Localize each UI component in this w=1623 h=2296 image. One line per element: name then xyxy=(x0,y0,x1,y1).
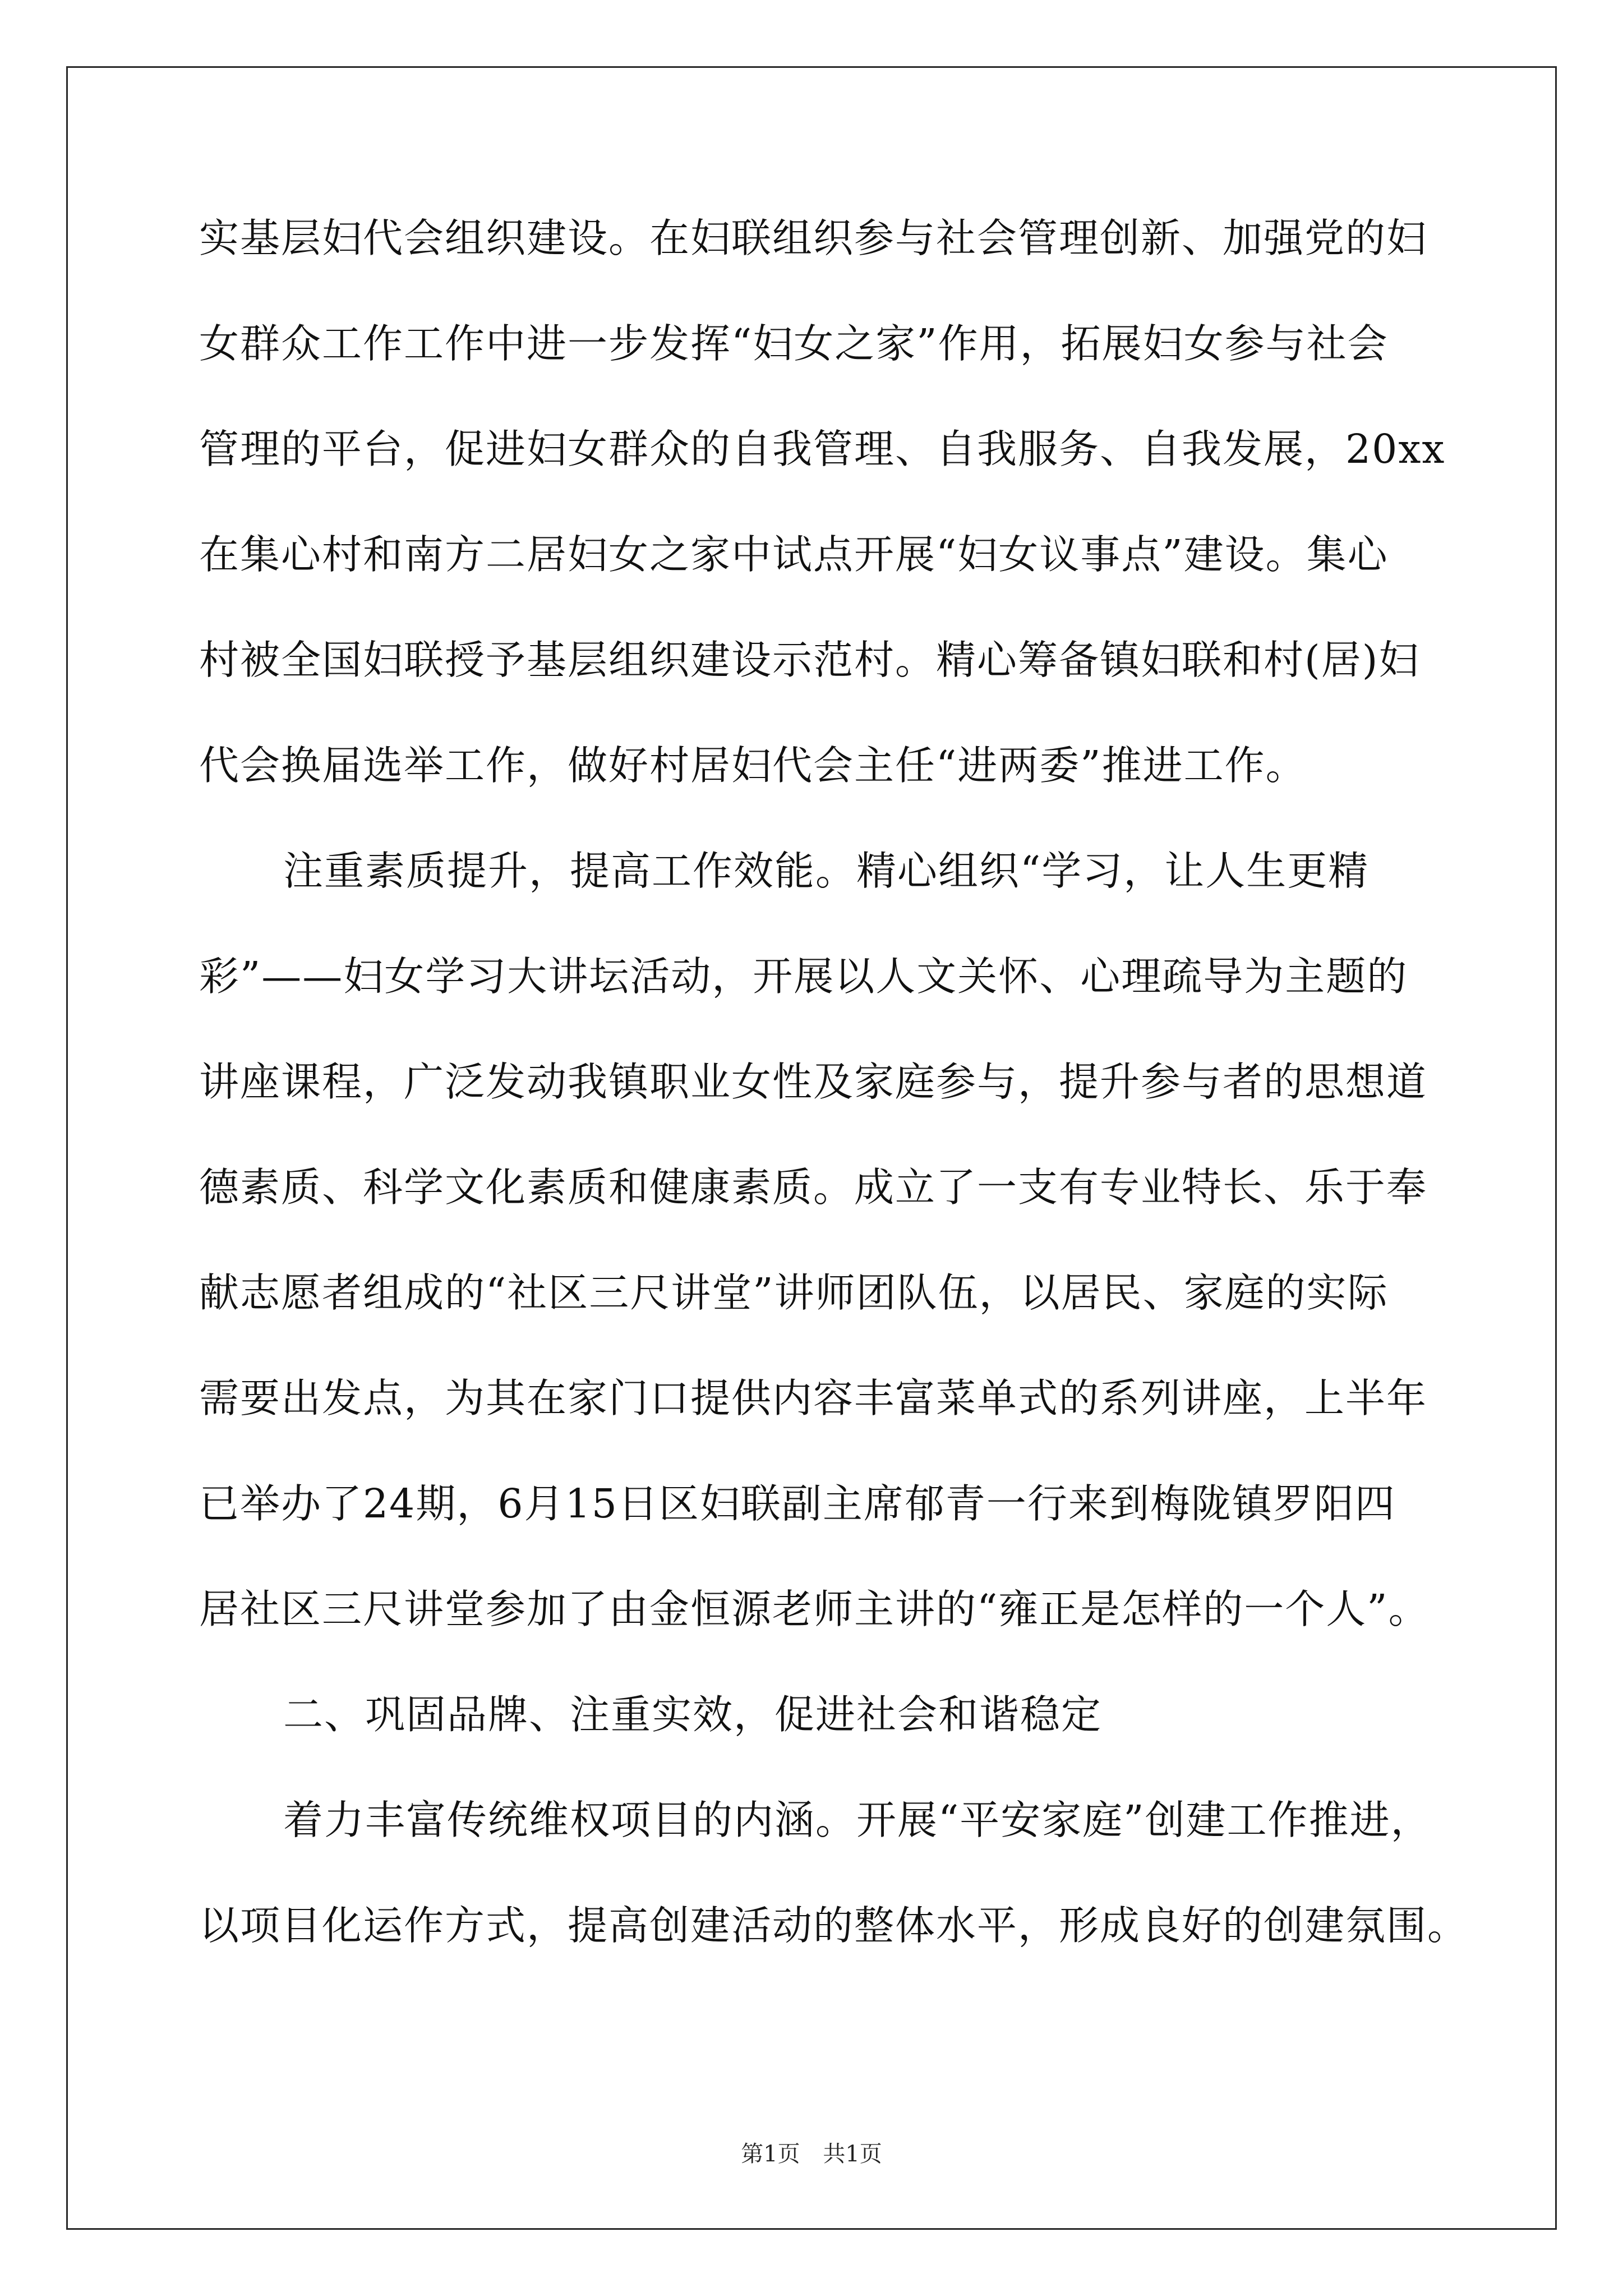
text-line: 管理的平台，促进妇女群众的自我管理、自我服务、自我发展，20xx xyxy=(199,426,1446,472)
text-line: 需要出发点，为其在家门口提供内容丰富菜单式的系列讲座，上半年 xyxy=(199,1375,1428,1421)
text-line: 实基层妇代会组织建设。在妇联组织参与社会管理创新、加强党的妇 xyxy=(199,215,1428,261)
text-line: 注重素质提升，提高工作效能。精心组织“学习，让人生更精 xyxy=(283,848,1370,894)
page-total: 共1页 xyxy=(823,2141,882,2167)
text-line: 代会换届选举工作，做好村居妇代会主任“进两委”推进工作。 xyxy=(199,742,1307,789)
section-heading xyxy=(199,1688,1427,1741)
text-line: 居社区三尺讲堂参加了由金恒源老师主讲的“雍正是怎样的一个人”。 xyxy=(199,1586,1430,1632)
paragraph-1 xyxy=(199,212,1446,792)
page-number: 第1页 xyxy=(741,2141,800,2167)
text-line: 德素质、科学文化素质和健康素质。成立了一支有专业特长、乐于奉 xyxy=(199,1164,1428,1211)
document-body xyxy=(199,212,1469,2005)
text-line: 在集心村和南方二居妇女之家中试点开展“妇女议事点”建设。集心 xyxy=(199,531,1389,578)
text-line: 以项目化运作方式，提高创建活动的整体水平，形成良好的创建氛围。 xyxy=(199,1902,1469,1949)
text-line: 讲座课程，广泛发动我镇职业女性及家庭参与，提升参与者的思想道 xyxy=(199,1059,1428,1105)
paragraph-2 xyxy=(199,845,1430,1636)
page-footer xyxy=(0,2140,1623,2168)
text-line: 彩”——妇女学习大讲坛活动，开展以人文关怀、心理疏导为主题的 xyxy=(199,953,1408,1000)
text-line: 女群众工作工作中进一步发挥“妇女之家”作用，拓展妇女参与社会 xyxy=(199,320,1389,367)
text-line: 已举办了24期，6月15日区妇联副主席郁青一行来到梅陇镇罗阳四 xyxy=(199,1480,1396,1527)
heading-line: 二、巩固品牌、注重实效，促进社会和谐稳定 xyxy=(283,1691,1103,1738)
paragraph-3 xyxy=(199,1794,1469,1952)
text-line: 着力丰富传统维权项目的内涵。开展“平安家庭”创建工作推进， xyxy=(283,1797,1432,1843)
text-line: 献志愿者组成的“社区三尺讲堂”讲师团队伍，以居民、家庭的实际 xyxy=(199,1269,1389,1316)
text-line: 村被全国妇联授予基层组织建设示范村。精心筹备镇妇联和村(居)妇 xyxy=(199,637,1420,683)
